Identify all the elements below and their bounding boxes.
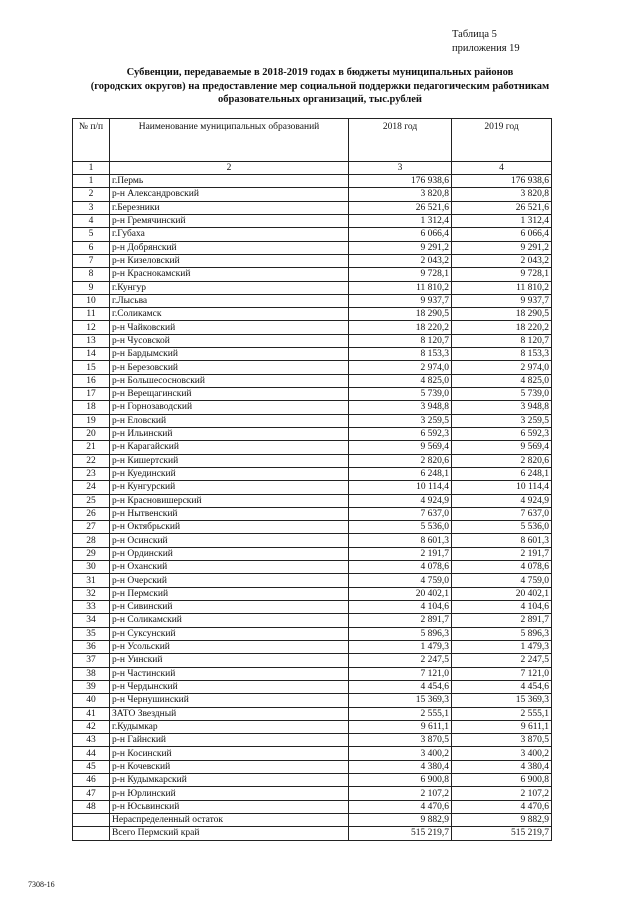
value-2019: 9 728,1 [452, 268, 552, 281]
value-2019: 11 810,2 [452, 281, 552, 294]
value-2019: 3 259,5 [452, 414, 552, 427]
value-2018: 2 555,1 [349, 707, 452, 720]
municipality-name: г.Губаха [110, 228, 349, 241]
table-row [73, 321, 552, 334]
value-2019: 9 611,1 [452, 720, 552, 733]
table-row [73, 760, 552, 773]
row-number: 30 [73, 561, 110, 574]
value-2019: 18 220,2 [452, 321, 552, 334]
municipality-name: р-н Соликамский [110, 614, 349, 627]
value-2019: 2 891,7 [452, 614, 552, 627]
table-row [73, 401, 552, 414]
table-row [73, 587, 552, 600]
value-2018: 3 400,2 [349, 747, 452, 760]
value-2018: 1 312,4 [349, 214, 452, 227]
title-line-3: образовательных организаций, тыс.рублей [218, 94, 422, 105]
value-2019: 10 114,4 [452, 481, 552, 494]
municipality-name: р-н Кизеловский [110, 254, 349, 267]
row-number: 40 [73, 694, 110, 707]
value-2019: 2 555,1 [452, 707, 552, 720]
row-number: 47 [73, 787, 110, 800]
value-2019: 4 759,0 [452, 574, 552, 587]
municipality-name: р-н Горнозаводский [110, 401, 349, 414]
value-2018: 20 402,1 [349, 587, 452, 600]
row-number: 34 [73, 614, 110, 627]
municipality-name: р-н Большесосновский [110, 374, 349, 387]
value-2018: 9 611,1 [349, 720, 452, 733]
value-2018: 4 454,6 [349, 680, 452, 693]
municipality-name: р-н Нытвенский [110, 507, 349, 520]
municipality-name: р-н Краснокамский [110, 268, 349, 281]
municipality-name: р-н Ординский [110, 547, 349, 560]
value-2018: 4 470,6 [349, 800, 452, 813]
value-2018: 4 825,0 [349, 374, 452, 387]
row-number: 41 [73, 707, 110, 720]
row-number: 12 [73, 321, 110, 334]
value-2019: 515 219,7 [452, 827, 552, 840]
column-number: 1 [73, 162, 110, 175]
row-number: 22 [73, 454, 110, 467]
table-row [73, 334, 552, 347]
value-2019: 6 900,8 [452, 774, 552, 787]
value-2019: 15 369,3 [452, 694, 552, 707]
value-2019: 3 870,5 [452, 734, 552, 747]
row-number: 43 [73, 734, 110, 747]
row-number: 9 [73, 281, 110, 294]
municipality-name: р-н Гремячинский [110, 214, 349, 227]
municipality-name: р-н Бардымский [110, 348, 349, 361]
value-2019: 6 066,4 [452, 228, 552, 241]
table-row [73, 601, 552, 614]
value-2018: 7 121,0 [349, 667, 452, 680]
row-number: 39 [73, 680, 110, 693]
value-2019: 9 937,7 [452, 294, 552, 307]
municipality-name: р-н Гайнский [110, 734, 349, 747]
municipality-name: г.Березники [110, 201, 349, 214]
table-row [73, 814, 552, 827]
value-2018: 11 810,2 [349, 281, 452, 294]
municipality-name: р-н Чернушинский [110, 694, 349, 707]
row-number: 3 [73, 201, 110, 214]
table-row [73, 254, 552, 267]
municipality-name: р-н Сивинский [110, 601, 349, 614]
row-number: 16 [73, 374, 110, 387]
municipality-name: р-н Частинский [110, 667, 349, 680]
value-2018: 7 637,0 [349, 507, 452, 520]
title-line-1: Субвенции, передаваемые в 2018-2019 годах в бюджеты муниципальных районов [126, 67, 514, 78]
value-2019: 8 120,7 [452, 334, 552, 347]
column-number: 4 [452, 162, 552, 175]
document-title [60, 66, 580, 107]
row-number: 8 [73, 268, 110, 281]
appendix-number: приложения 19 [452, 43, 520, 54]
value-2018: 15 369,3 [349, 694, 452, 707]
row-number: 2 [73, 188, 110, 201]
table-row [73, 747, 552, 760]
row-number: 44 [73, 747, 110, 760]
value-2018: 9 291,2 [349, 241, 452, 254]
row-number: 46 [73, 774, 110, 787]
table-row [73, 680, 552, 693]
row-number: 19 [73, 414, 110, 427]
row-number: 24 [73, 481, 110, 494]
municipality-name: р-н Березовский [110, 361, 349, 374]
row-number: 1 [73, 175, 110, 188]
row-number: 15 [73, 361, 110, 374]
municipality-name: р-н Очерский [110, 574, 349, 587]
municipality-name: р-н Куединский [110, 467, 349, 480]
row-number: 20 [73, 427, 110, 440]
municipality-name: р-н Чердынский [110, 680, 349, 693]
value-2019: 4 924,9 [452, 494, 552, 507]
row-number: 4 [73, 214, 110, 227]
municipality-name: р-н Оханский [110, 561, 349, 574]
value-2018: 4 380,4 [349, 760, 452, 773]
table-row [73, 547, 552, 560]
value-2019: 2 820,6 [452, 454, 552, 467]
value-2018: 26 521,6 [349, 201, 452, 214]
table-row [73, 521, 552, 534]
table-row [73, 494, 552, 507]
value-2019: 9 291,2 [452, 241, 552, 254]
value-2018: 9 937,7 [349, 294, 452, 307]
value-2018: 9 882,9 [349, 814, 452, 827]
table-row [73, 294, 552, 307]
value-2018: 6 592,3 [349, 427, 452, 440]
table-row [73, 308, 552, 321]
row-number [73, 814, 110, 827]
value-2018: 9 728,1 [349, 268, 452, 281]
header-name: Наименование муниципальных образований [110, 119, 349, 162]
value-2019: 4 078,6 [452, 561, 552, 574]
value-2018: 5 739,0 [349, 388, 452, 401]
value-2018: 5 896,3 [349, 627, 452, 640]
value-2018: 8 153,3 [349, 348, 452, 361]
row-number: 13 [73, 334, 110, 347]
value-2018: 2 247,5 [349, 654, 452, 667]
municipality-name: р-н Верещагинский [110, 388, 349, 401]
value-2019: 7 637,0 [452, 507, 552, 520]
table-row [73, 734, 552, 747]
value-2018: 6 900,8 [349, 774, 452, 787]
table-row [73, 561, 552, 574]
value-2019: 2 191,7 [452, 547, 552, 560]
value-2019: 26 521,6 [452, 201, 552, 214]
value-2019: 9 569,4 [452, 441, 552, 454]
municipality-name: г.Соликамск [110, 308, 349, 321]
table-body [73, 175, 552, 841]
municipality-name: р-н Кишертский [110, 454, 349, 467]
table-row [73, 614, 552, 627]
value-2018: 8 120,7 [349, 334, 452, 347]
table-row [73, 374, 552, 387]
table-row [73, 228, 552, 241]
value-2018: 2 974,0 [349, 361, 452, 374]
table-row [73, 574, 552, 587]
value-2018: 515 219,7 [349, 827, 452, 840]
row-number: 32 [73, 587, 110, 600]
value-2019: 9 882,9 [452, 814, 552, 827]
table-row [73, 481, 552, 494]
municipality-name: р-н Красновишерский [110, 494, 349, 507]
table-row [73, 454, 552, 467]
municipality-name: р-н Ильинский [110, 427, 349, 440]
table-row [73, 348, 552, 361]
value-2019: 3 820,8 [452, 188, 552, 201]
value-2018: 6 066,4 [349, 228, 452, 241]
value-2019: 4 470,6 [452, 800, 552, 813]
value-2018: 3 948,8 [349, 401, 452, 414]
table-row [73, 654, 552, 667]
row-number: 45 [73, 760, 110, 773]
table-row [73, 800, 552, 813]
value-2018: 18 220,2 [349, 321, 452, 334]
row-number: 11 [73, 308, 110, 321]
municipality-name: ЗАТО Звездный [110, 707, 349, 720]
value-2018: 3 259,5 [349, 414, 452, 427]
value-2018: 4 759,0 [349, 574, 452, 587]
value-2018: 1 479,3 [349, 640, 452, 653]
table-row [73, 175, 552, 188]
municipality-name: р-н Карагайский [110, 441, 349, 454]
table-row [73, 707, 552, 720]
municipality-name: р-н Усольский [110, 640, 349, 653]
value-2018: 4 078,6 [349, 561, 452, 574]
value-2018: 2 107,2 [349, 787, 452, 800]
table-row [73, 188, 552, 201]
value-2018: 4 104,6 [349, 601, 452, 614]
table-row [73, 201, 552, 214]
row-number: 37 [73, 654, 110, 667]
row-number: 10 [73, 294, 110, 307]
municipality-name: р-н Уинский [110, 654, 349, 667]
table-row [73, 627, 552, 640]
document-code: 7308-16 [28, 880, 55, 889]
value-2019: 176 938,6 [452, 175, 552, 188]
value-2019: 8 601,3 [452, 534, 552, 547]
municipality-name: р-н Октябрьский [110, 521, 349, 534]
municipality-name: р-н Еловский [110, 414, 349, 427]
value-2019: 2 043,2 [452, 254, 552, 267]
value-2019: 2 974,0 [452, 361, 552, 374]
column-numbers-row [73, 162, 552, 175]
value-2019: 4 454,6 [452, 680, 552, 693]
table-row [73, 720, 552, 733]
column-number: 3 [349, 162, 452, 175]
row-number: 17 [73, 388, 110, 401]
municipality-name: р-н Чусовской [110, 334, 349, 347]
value-2019: 1 312,4 [452, 214, 552, 227]
value-2019: 3 948,8 [452, 401, 552, 414]
municipality-name: Нераспределенный остаток [110, 814, 349, 827]
municipality-name: р-н Косинский [110, 747, 349, 760]
municipality-name: р-н Кудымкарский [110, 774, 349, 787]
value-2019: 7 121,0 [452, 667, 552, 680]
value-2018: 4 924,9 [349, 494, 452, 507]
table-row [73, 441, 552, 454]
subsidies-table [72, 118, 552, 841]
municipality-name: г.Кудымкар [110, 720, 349, 733]
table-row [73, 361, 552, 374]
table-row [73, 214, 552, 227]
value-2018: 18 290,5 [349, 308, 452, 321]
municipality-name: р-н Кунгурский [110, 481, 349, 494]
municipality-name: р-н Юсьвинский [110, 800, 349, 813]
header-2019: 2019 год [452, 119, 552, 162]
table-row [73, 467, 552, 480]
table-row [73, 414, 552, 427]
row-number: 26 [73, 507, 110, 520]
row-number: 36 [73, 640, 110, 653]
municipality-name: р-н Кочевский [110, 760, 349, 773]
row-number: 27 [73, 521, 110, 534]
table-row [73, 667, 552, 680]
municipality-name: р-н Осинский [110, 534, 349, 547]
value-2019: 2 107,2 [452, 787, 552, 800]
table-row [73, 388, 552, 401]
row-number: 28 [73, 534, 110, 547]
municipality-name: Всего Пермский край [110, 827, 349, 840]
municipality-name: р-н Пермский [110, 587, 349, 600]
value-2019: 4 825,0 [452, 374, 552, 387]
table-reference [452, 28, 520, 56]
table-number: Таблица 5 [452, 29, 497, 40]
value-2019: 5 896,3 [452, 627, 552, 640]
title-line-2: (городских округов) на предоставление мер социальной поддержки педагогическим работникам [90, 80, 550, 92]
row-number: 5 [73, 228, 110, 241]
header-2018: 2018 год [349, 119, 452, 162]
value-2019: 6 592,3 [452, 427, 552, 440]
value-2018: 5 536,0 [349, 521, 452, 534]
table-row [73, 427, 552, 440]
value-2018: 3 820,8 [349, 188, 452, 201]
row-number: 38 [73, 667, 110, 680]
value-2019: 18 290,5 [452, 308, 552, 321]
value-2018: 9 569,4 [349, 441, 452, 454]
table-row [73, 640, 552, 653]
row-number: 35 [73, 627, 110, 640]
row-number: 29 [73, 547, 110, 560]
table-row [73, 774, 552, 787]
row-number: 6 [73, 241, 110, 254]
table-header-row [73, 119, 552, 162]
value-2019: 3 400,2 [452, 747, 552, 760]
value-2018: 6 248,1 [349, 467, 452, 480]
value-2019: 4 104,6 [452, 601, 552, 614]
value-2019: 2 247,5 [452, 654, 552, 667]
row-number: 18 [73, 401, 110, 414]
table-row [73, 281, 552, 294]
row-number: 21 [73, 441, 110, 454]
table-row [73, 694, 552, 707]
value-2019: 4 380,4 [452, 760, 552, 773]
municipality-name: р-н Чайковский [110, 321, 349, 334]
value-2019: 20 402,1 [452, 587, 552, 600]
municipality-name: р-н Суксунский [110, 627, 349, 640]
row-number: 25 [73, 494, 110, 507]
value-2019: 8 153,3 [452, 348, 552, 361]
row-number: 7 [73, 254, 110, 267]
value-2019: 6 248,1 [452, 467, 552, 480]
value-2019: 5 739,0 [452, 388, 552, 401]
value-2018: 176 938,6 [349, 175, 452, 188]
header-number: № п/п [73, 119, 110, 162]
row-number: 14 [73, 348, 110, 361]
column-number: 2 [110, 162, 349, 175]
row-number: 48 [73, 800, 110, 813]
row-number: 42 [73, 720, 110, 733]
row-number: 23 [73, 467, 110, 480]
value-2019: 1 479,3 [452, 640, 552, 653]
municipality-name: г.Лысьва [110, 294, 349, 307]
row-number [73, 827, 110, 840]
municipality-name: р-н Юрлинский [110, 787, 349, 800]
table-row [73, 534, 552, 547]
value-2018: 2 191,7 [349, 547, 452, 560]
municipality-name: р-н Добрянский [110, 241, 349, 254]
municipality-name: р-н Александровский [110, 188, 349, 201]
value-2018: 10 114,4 [349, 481, 452, 494]
table-row [73, 268, 552, 281]
table-row [73, 827, 552, 840]
table-row [73, 507, 552, 520]
row-number: 33 [73, 601, 110, 614]
value-2018: 2 043,2 [349, 254, 452, 267]
value-2018: 2 891,7 [349, 614, 452, 627]
value-2018: 2 820,6 [349, 454, 452, 467]
table-row [73, 241, 552, 254]
table-row [73, 787, 552, 800]
municipality-name: г.Пермь [110, 175, 349, 188]
value-2018: 8 601,3 [349, 534, 452, 547]
municipality-name: г.Кунгур [110, 281, 349, 294]
value-2019: 5 536,0 [452, 521, 552, 534]
value-2018: 3 870,5 [349, 734, 452, 747]
row-number: 31 [73, 574, 110, 587]
